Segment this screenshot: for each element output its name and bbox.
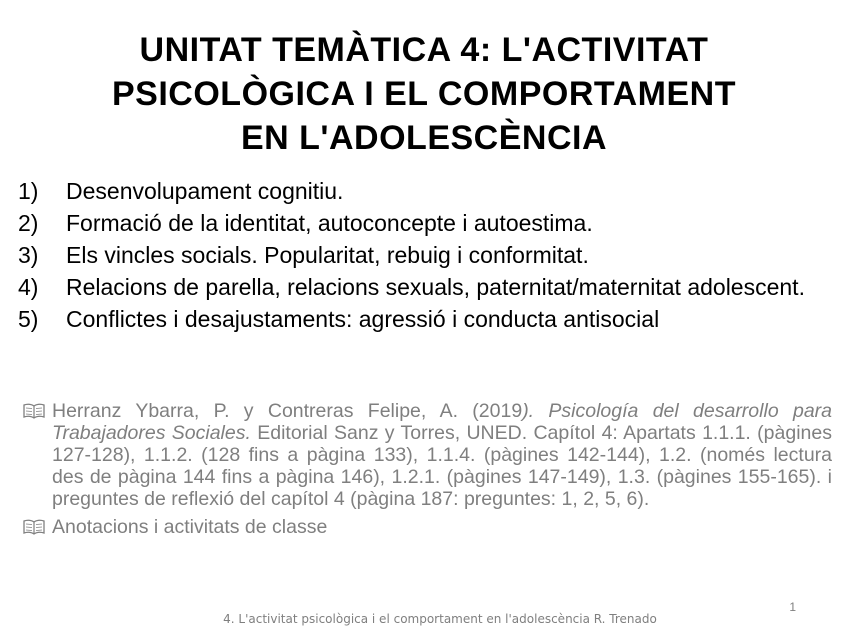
list-item-text: Els vincles socials. Popularitat, rebuig i conformitat. xyxy=(66,242,589,268)
reference-text: Anotacions i activitats de classe xyxy=(52,516,328,538)
list-item xyxy=(18,306,838,333)
list-item-number: 1) xyxy=(18,178,39,204)
reference-item xyxy=(20,400,832,510)
list-item-text: Relacions de parella, relacions sexuals, paternitat/maternitat adolescent. xyxy=(66,274,805,300)
list-item-text: Formació de la identitat, autoconcepte i autoestima. xyxy=(66,210,593,236)
list-item xyxy=(18,178,838,205)
title-line-3: EN L'ADOLESCÈNCIA xyxy=(240,119,608,157)
reference-item xyxy=(20,516,832,538)
list-item-number: 3) xyxy=(18,242,39,268)
title-line-1: UNITAT TEMÀTICA 4: L'ACTIVITAT xyxy=(139,31,709,69)
reference-title: ). Psicología del desarrollo para Trabajadores Sociales. xyxy=(52,400,833,444)
open-book-icon xyxy=(22,519,46,535)
reference-authors: Herranz Ybarra, P. y Contreras Felipe, A. (2019 xyxy=(52,400,523,422)
list-item-number: 2) xyxy=(18,210,39,236)
list-item-number: 4) xyxy=(18,274,39,300)
list-item-text: Conflictes i desajustaments: agressió i conducta antisocial xyxy=(66,306,660,332)
list-item xyxy=(18,210,838,237)
reference-details: Editorial Sanz y Torres, UNED. Capítol 4: Apartats 1.1.1. (pàgines 127-128), 1.1.2. (128 fins a pàgina 133), 1.1.4. (pàgines 142-144), 1.2. (només lectura des de pàgina 144 fins a pàgina 146), 1.2.1. (pàgines 147-149), 1.3. (pàgines 155-165). i preguntes de reflexió del capítol 4 (pàgina 187: preguntes: 1, 2, 5, 6). xyxy=(52,422,832,510)
topic-list xyxy=(18,178,838,338)
page-number: 1 xyxy=(789,600,796,614)
references xyxy=(20,400,832,544)
open-book-icon xyxy=(22,403,46,419)
title-line-2: PSICOLÒGICA I EL COMPORTAMENT xyxy=(112,75,736,113)
slide-title xyxy=(20,28,828,160)
footer: 4. L'activitat psicològica i el comportament en l'adolescència R. Trenado xyxy=(223,612,657,626)
list-item-text: Desenvolupament cognitiu. xyxy=(66,178,344,204)
list-item-number: 5) xyxy=(18,306,39,332)
list-item xyxy=(18,242,838,269)
list-item xyxy=(18,274,838,301)
